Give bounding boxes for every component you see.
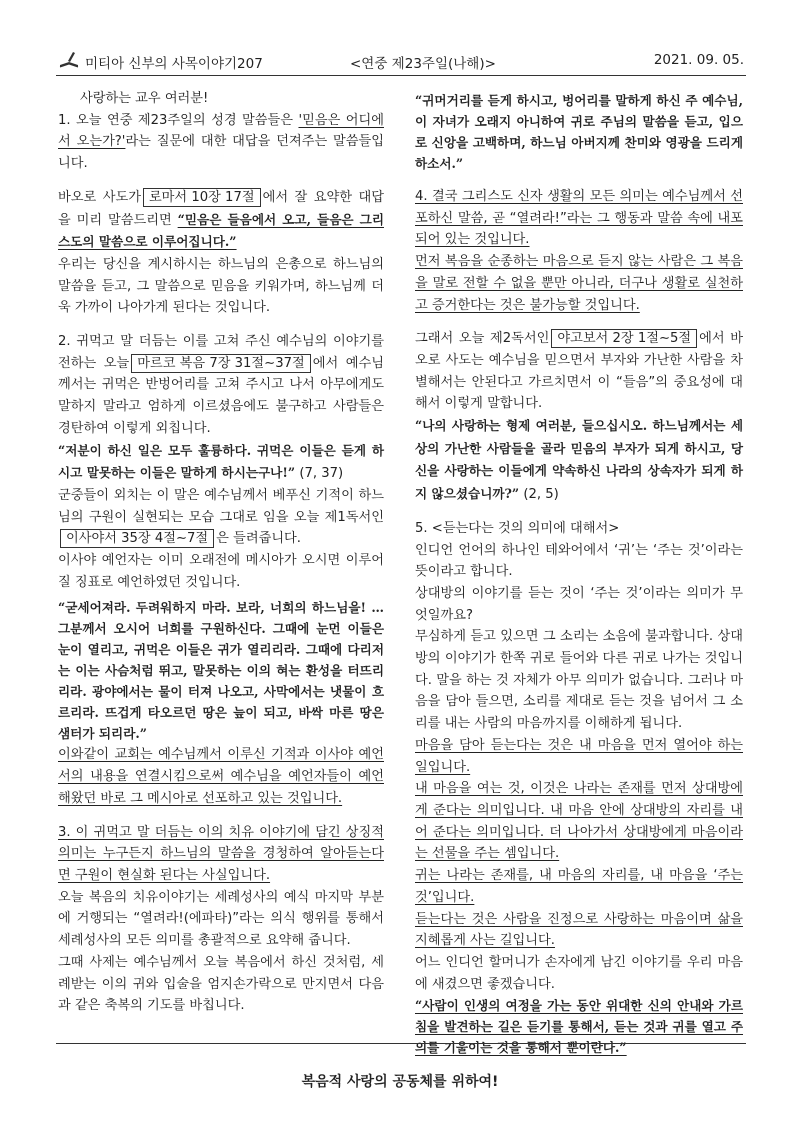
- paragraph: 듣는다는 것은 사람을 진정으로 사랑하는 마음이며 삶을 지혜롭게 사는 길입니다.: [415, 911, 743, 949]
- page-header: [58, 50, 744, 72]
- issue-date: 2021. 09. 05.: [653, 52, 744, 68]
- paragraph: 군중들이 외치는 이 말은 예수님께서 베푸신 기적이 하느님의 구원이 실현되는 모습 그대로 임을 오늘 제1독서인이사야서 35장 4절∼7절 은 들려줍니다.: [58, 487, 384, 547]
- section-1: 1. 오늘 연중 제23주일의 성경 말씀들은 '믿음은 어디에서 오는가?'라는 질문에 대한 대답을 던져주는 말씀들입니다.: [58, 112, 384, 172]
- scripture-ref-box: 야고보서 2장 1절∼5절: [551, 329, 697, 348]
- paragraph: 상대방의 이야기를 듣는 것이 ‘주는 것’이라는 의미가 무엇일까요?: [415, 585, 743, 623]
- paragraph: 인디언 언어의 하나인 테와어에서 ‘귀’는 ‘주는 것’이라는 뜻이라고 합니다.: [415, 542, 743, 580]
- right-column: [415, 90, 743, 1058]
- quote-isaiah: “굳세어져라. 두려워하지 마라. 보라, 너희의 하느님을! … 그분께서 오시어 너희를 구원하신다. 그때에 눈먼 이들은 눈이 열리고, 귀먹은 이들은 귀가 열리리라. 그때에 다리저는 이는 사슴처럼 뛰고, 말못하는 이의 혀는 환성을 터뜨리리라. 광야에서는 물이 터져 나오고, 사막에서는 냇물이 흐르리라. 뜨겁게 타오르던 땅은 늪이 되고, 바싹 마른 땅은 샘터가 되리라.”: [58, 600, 384, 742]
- column-title: 미티아 신부의 사목이야기207: [85, 56, 263, 72]
- paragraph: 마음을 담아 듣는다는 것은 내 마음을 먼저 열어야 하는 일입니다.: [415, 737, 743, 775]
- section-3: 3. 이 귀먹고 말 더듬는 이의 치유 이야기에 담긴 상징적 의미는 누구든지 하느님의 말씀을 경청하여 알아듣는다면 구원이 현실화 된다는 사실입니다.: [58, 824, 384, 883]
- section-4: 4. 결국 그리스도 신자 생활의 모든 의미는 예수님께서 선포하신 말씀, 곧 “열려라!”라는 그 행동과 말씀 속에 내포되어 있는 것입니다.: [415, 189, 743, 248]
- paragraph-james: 그래서 오늘 제2독서인 야고보서 2장 1절∼5절 에서 바오로 사도는 예수님을 믿으면서 부자와 가난한 사람을 차별해서는 안된다고 가르치면서 이 “들음”의 중요성에 대해서 이렇게 말합니다.: [415, 331, 743, 412]
- footer-motto: 복음적 사랑의 공동체를 위하여!: [301, 1074, 499, 1090]
- quote: “저분이 하신 일은 모두 훌륭하다. 귀먹은 이들은 듣게 하시고 말못하는 이들은 말하게 하시는구나!” (7, 37): [58, 442, 384, 482]
- pen-and-book-icon: [58, 50, 80, 70]
- paragraph: 귀는 나라는 존재를, 내 마음의 자리를, 내 마음을 ‘주는 것’입니다.: [415, 868, 743, 905]
- paragraph: 오늘 복음의 치유이야기는 세례성사의 예식 마지막 부분에 거행되는 “열려라!(에파타)”라는 의식 행위를 통해서 세례성사의 모든 의미를 총괄적으로 요약해 줍니다.: [58, 889, 384, 949]
- paragraph: 먼저 복음을 순종하는 마음으로 듣지 않는 사람은 그 복음을 말로 전할 수 없을 뿐만 아니라, 더구나 생활로 실천하고 증거한다는 것은 불가능할 것입니다.: [415, 254, 743, 313]
- paragraph: 내 마음을 여는 것, 이것은 나라는 존재를 먼저 상대방에게 준다는 의미입니다. 내 마음 안에 상대방의 자리를 내어 준다는 의미입니다. 더 나아가서 상대방에게 마음이라는 선물을 주는 셈입니다.: [415, 781, 743, 862]
- quote-james: “나의 사랑하는 형제 여러분, 들으십시오. 하느님께서는 세상의 가난한 사람들을 골라 믿음의 부자가 되게 하시고, 당신을 사랑하는 이들에게 약속하신 나라의 상속자가 되게 하지 않으셨습니까?” (2, 5): [415, 418, 743, 503]
- paragraph: 어느 인디언 할머니가 손자에게 남긴 이야기를 우리 마음에 새겼으면 좋겠습니다.: [415, 954, 743, 992]
- scripture-ref-box: 이사야서 35장 4절∼7절: [60, 529, 214, 548]
- footer-rule: [56, 1043, 746, 1044]
- scripture-ref-box: 마르코 복음 7장 31절∼37절: [131, 354, 311, 373]
- paragraph: 이와같이 교회는 예수님께서 이루신 기적과 이사야 예언서의 내용을 연결시킴으로써 예수님을 예언자들이 예언해왔던 바로 그 메시아로 선포하고 있는 것입니다.: [58, 747, 384, 806]
- quote-prayer: “귀머거리를 듣게 하시고, 벙어리를 말하게 하신 주 예수님, 이 자녀가 오래지 아니하여 귀로 주님의 말씀을 듣고, 입으로 신앙을 고백하며, 하느님 아버지께 찬미와 영광을 드리게 하소서.”: [415, 93, 743, 171]
- section-2: 2. 귀먹고 말 더듬는 이를 고쳐 주신 예수님의 이야기를 전하는 오늘 마르코 복음 7장 31절∼37절 에서 예수님께서는 귀먹은 반벙어리를 고쳐 주시고 나서 아무에게도 말하지 말라고 엄하게 이르셨음에도 불구하고 사람들은 경탄하여 이렇게 외칩니다.: [58, 334, 384, 436]
- paragraph-romans: 바오로 사도가 로마서 10장 17절 에서 잘 요약한 대답을 미리 말씀드리면 “믿음은 들음에서 오고, 들음은 그리스도의 말씀으로 이루어집니다.”: [58, 189, 384, 250]
- paragraph: 그때 사제는 예수님께서 오늘 복음에서 하신 것처럼, 세례받는 이의 귀와 입술을 엄지손가락으로 만지면서 다음과 같은 축복의 기도를 바칩니다.: [58, 954, 384, 1014]
- greeting: 사랑하는 교우 여러분!: [80, 91, 209, 106]
- paragraph: 이사야 예언자는 이미 오래전에 메시아가 오시면 이루어질 징표로 예언하였던 것입니다.: [58, 553, 384, 590]
- quote-closing: “사람이 인생의 여정을 가는 동안 위대한 신의 안내와 가르침을 발견하는 길은 듣기를 통해서, 듣는 것과 귀를 열고 주의를 기울이는 것을 통해서 뿐이란다.”: [415, 998, 743, 1056]
- section-5-heading: 5. <듣는다는 것의 의미에 대해서>: [415, 520, 620, 536]
- scripture-ref-box: 로마서 10장 17절: [143, 188, 261, 207]
- left-column: [58, 88, 384, 1017]
- header-rule: [56, 75, 746, 76]
- paragraph: 무심하게 듣고 있으면 그 소리는 소음에 불과합니다. 상대방의 이야기가 한쪽 귀로 들어와 다른 귀로 나가는 것입니다. 말을 하는 것 자체가 아무 의미가 없습니다. 그러나 마음을 담아 들으면, 소리를 제대로 듣는 것을 넘어서 그 소리를 내는 사람의 마음까지를 이해하게 됩니다.: [415, 629, 743, 732]
- liturgical-day: <연중 제23주일(나해)>: [350, 56, 496, 72]
- paragraph: 우리는 당신을 계시하시는 하느님의 은총으로 하느님의 말씀을 듣고, 그 말씀으로 믿음을 키워가며, 하느님께 더욱 가까이 나아가게 된다는 것입니다.: [58, 256, 384, 316]
